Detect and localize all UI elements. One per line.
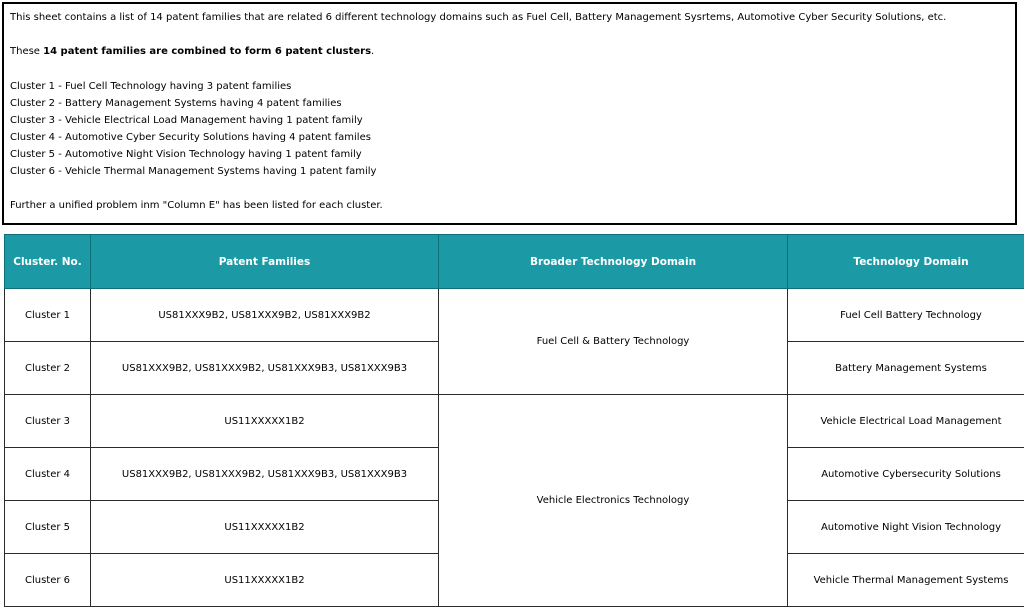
notes-box [2,2,1017,225]
notes-cluster-line: Cluster 6 - Vehicle Thermal Management Systems having 1 patent family [10,166,377,177]
cell-domain[interactable]: Vehicle Electrical Load Management [788,395,1024,448]
cell-families[interactable]: US11XXXXX1B2 [91,501,439,554]
cell-broader-domain[interactable]: Vehicle Electronics Technology [439,395,788,607]
cell-cluster[interactable]: Cluster 5 [5,501,91,554]
cell-families[interactable]: US81XXX9B2, US81XXX9B2, US81XXX9B3, US81XXX9B3 [91,448,439,501]
notes-cluster-line: Cluster 4 - Automotive Cyber Security Solutions having 4 patent familes [10,132,371,143]
cell-families[interactable]: US11XXXXX1B2 [91,554,439,607]
table-row [5,289,1024,342]
cell-cluster[interactable]: Cluster 4 [5,448,91,501]
notes-summary [10,46,374,58]
cell-domain[interactable]: Vehicle Thermal Management Systems [788,554,1024,607]
notes-summary-bold: 14 patent families are combined to form 6 patent clusters [43,46,372,57]
cell-cluster[interactable]: Cluster 2 [5,342,91,395]
cell-cluster[interactable]: Cluster 6 [5,554,91,607]
notes-footer: Further a unified problem inm "Column E" has been listed for each cluster. [10,200,383,211]
notes-cluster-line: Cluster 2 - Battery Management Systems having 4 patent families [10,98,342,109]
notes-cluster-line: Cluster 1 - Fuel Cell Technology having 3 patent families [10,81,292,92]
cell-domain[interactable]: Automotive Cybersecurity Solutions [788,448,1024,501]
cell-families[interactable]: US11XXXXX1B2 [91,395,439,448]
notes-intro: This sheet contains a list of 14 patent families that are related 6 different technology domains such as Fuel Cell, Battery Management Sysrtems, Automotive Cyber Security Solutions, etc. [10,12,947,23]
notes-summary-prefix: These [10,46,44,57]
cell-domain[interactable]: Battery Management Systems [788,342,1024,395]
cell-cluster[interactable]: Cluster 3 [5,395,91,448]
cell-broader-domain[interactable]: Fuel Cell & Battery Technology [439,289,788,395]
cell-families[interactable]: US81XXX9B2, US81XXX9B2, US81XXX9B2 [91,289,439,342]
notes-cluster-line: Cluster 3 - Vehicle Electrical Load Management having 1 patent family [10,115,363,126]
notes-summary-suffix: . [371,46,375,57]
header-technology-domain[interactable]: Technology Domain [788,235,1024,289]
header-broader-domain[interactable]: Broader Technology Domain [439,235,788,289]
table-row [5,395,1024,448]
cell-families[interactable]: US81XXX9B2, US81XXX9B2, US81XXX9B3, US81XXX9B3 [91,342,439,395]
notes-cluster-line: Cluster 5 - Automotive Night Vision Technology having 1 patent family [10,149,362,160]
header-patent-families[interactable]: Patent Families [91,235,439,289]
cell-cluster[interactable]: Cluster 1 [5,289,91,342]
header-cluster-no[interactable]: Cluster. No. [5,235,91,289]
table-header-row [5,235,1024,289]
cell-domain[interactable]: Automotive Night Vision Technology [788,501,1024,554]
cluster-table [4,234,1024,607]
cell-domain[interactable]: Fuel Cell Battery Technology [788,289,1024,342]
